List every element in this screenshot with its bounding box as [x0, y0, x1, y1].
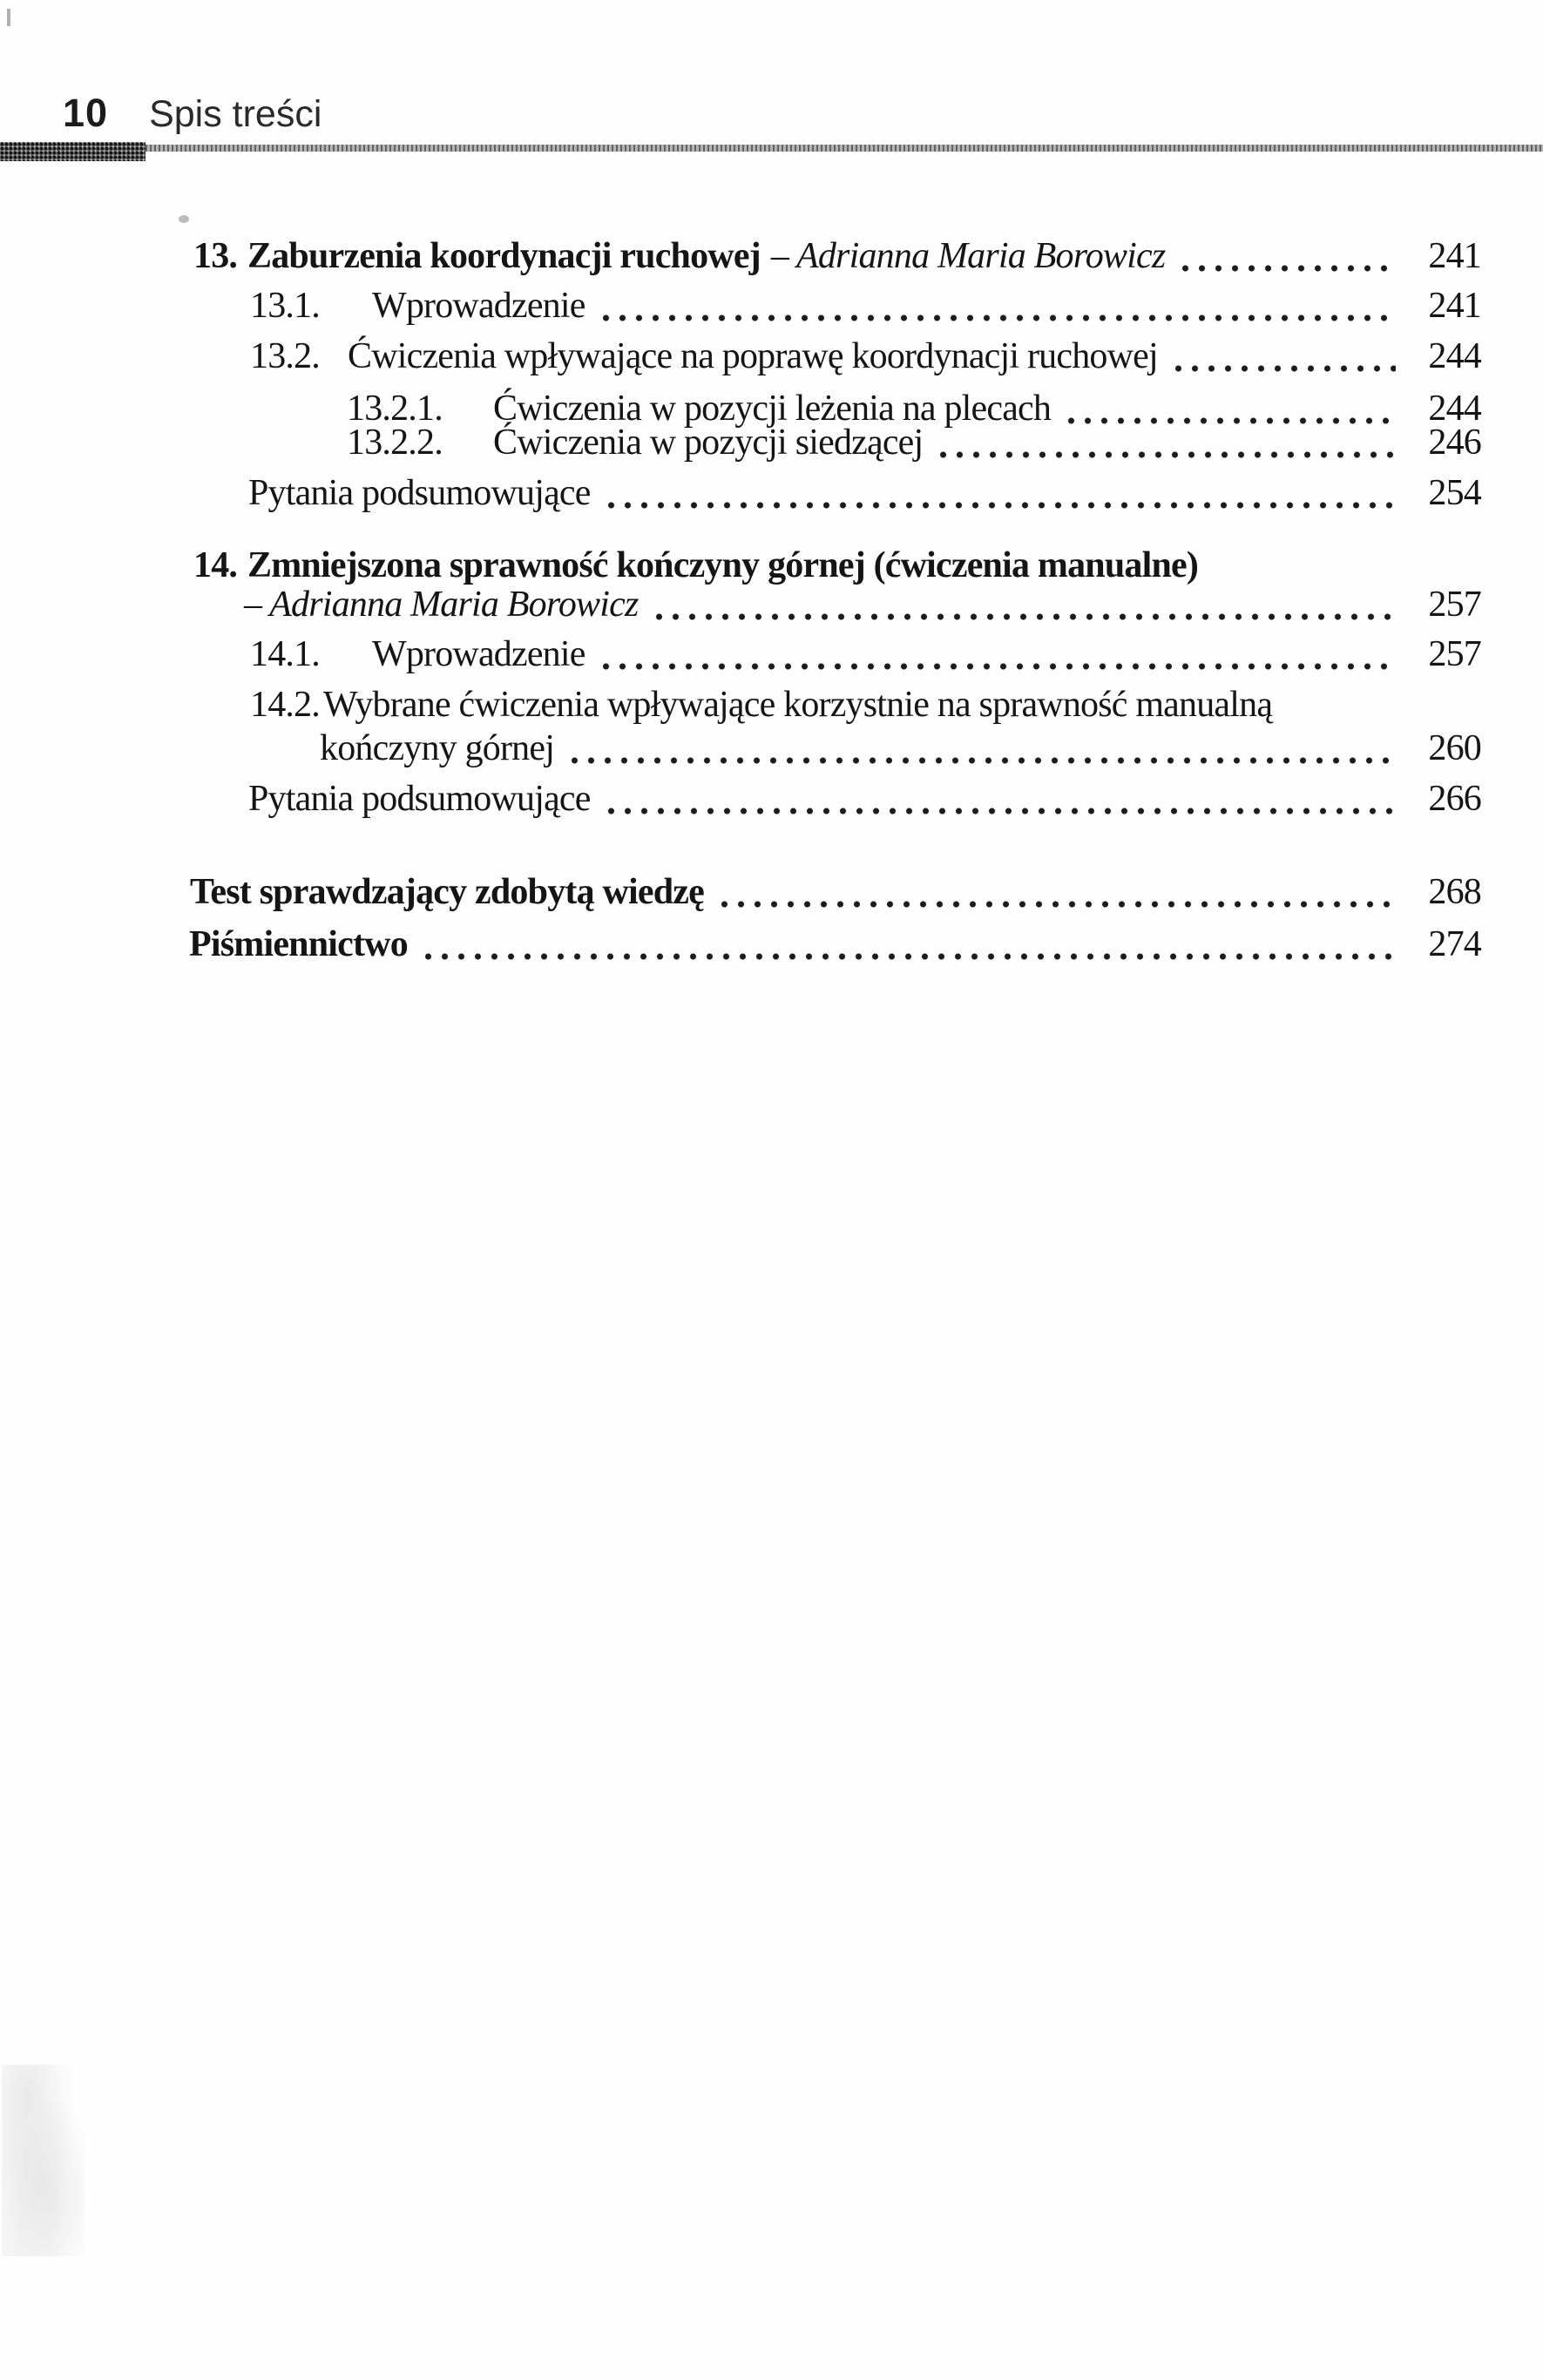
scan-artifact-speck — [179, 215, 189, 223]
entry-title: Zaburzenia koordynacji ruchowej — [247, 236, 761, 276]
entry-author: – Adrianna Maria Borowicz — [770, 236, 1166, 276]
entry-page: 244 — [1428, 389, 1481, 429]
entry-page: 246 — [1428, 423, 1481, 463]
entry-page: 254 — [1428, 473, 1481, 513]
header-title: Spis treści — [149, 93, 322, 135]
scan-artifact-smudge — [2, 2065, 85, 2256]
entry-number: 13.2. — [250, 336, 321, 376]
dot-leader — [566, 757, 1396, 764]
entry-number: 14.1. — [250, 634, 321, 674]
entry-label: Pytania podsumowujące — [248, 473, 591, 513]
entry-page: 244 — [1428, 336, 1481, 376]
dot-leader — [420, 953, 1396, 960]
toc-entry-test — [190, 868, 1481, 916]
entry-page: 274 — [1428, 924, 1481, 964]
dot-leader — [603, 808, 1396, 815]
dot-leader — [603, 502, 1396, 509]
entry-page: 241 — [1428, 236, 1481, 276]
entry-label: Wprowadzenie — [372, 286, 585, 326]
toc-entry-13-1 — [250, 281, 1481, 330]
toc-entry-14-2-line2 — [320, 724, 1481, 773]
entry-label: Wybrane ćwiczenia wpływające korzystnie na sprawność manualną — [323, 685, 1273, 725]
entry-number: 13. — [193, 236, 238, 276]
dot-leader — [1177, 265, 1396, 272]
entry-title: Test sprawdzający zdobytą wiedzę — [190, 872, 704, 912]
toc-entry-14-author — [244, 580, 1481, 629]
scan-artifact-top-tick — [7, 9, 10, 26]
entry-number: 13.1. — [250, 286, 321, 326]
entry-number: 13.2.1. — [347, 389, 443, 429]
toc-entry-14-2-line1 — [250, 680, 1481, 729]
toc-entry-13-2 — [250, 332, 1481, 381]
toc-entry-13 — [193, 232, 1481, 281]
header-rule-thin-segment — [146, 145, 1543, 152]
dot-leader — [651, 613, 1396, 620]
dot-leader — [598, 314, 1396, 321]
entry-label: Ćwiczenia w pozycji leżenia na plecach — [493, 389, 1052, 429]
entry-page: 266 — [1428, 779, 1481, 819]
entry-number: 14.2. — [250, 685, 321, 725]
entry-page: 241 — [1428, 286, 1481, 326]
toc-entry-pytania-14 — [248, 774, 1481, 823]
entry-page: 257 — [1428, 585, 1481, 625]
dot-leader — [716, 901, 1396, 908]
header-rule-thick-segment — [0, 142, 146, 161]
entry-page: 257 — [1428, 634, 1481, 674]
entry-page: 260 — [1428, 728, 1481, 768]
toc-entry-14-1 — [250, 630, 1481, 679]
toc-entry-pismiennictwo — [189, 920, 1481, 969]
entry-label: Wprowadzenie — [372, 634, 585, 674]
dot-leader — [598, 663, 1396, 670]
page-header — [63, 91, 321, 136]
entry-label: Ćwiczenia wpływające na poprawę koordynacji ruchowej — [348, 336, 1158, 376]
toc-entry-pytania-13 — [248, 469, 1481, 517]
dot-leader — [935, 451, 1396, 458]
page-number: 10 — [63, 91, 109, 135]
entry-label: Pytania podsumowujące — [248, 779, 591, 819]
entry-number: 13.2.2. — [347, 423, 443, 463]
entry-title: Piśmiennictwo — [189, 924, 408, 964]
entry-number: 14. — [193, 545, 238, 585]
entry-label: Ćwiczenia w pozycji siedzącej — [493, 423, 924, 463]
entry-author: – Adrianna Maria Borowicz — [244, 585, 639, 625]
entry-page: 268 — [1428, 872, 1481, 912]
entry-label: kończyny górnej — [320, 728, 555, 768]
entry-title: Zmniejszona sprawność kończyny górnej (ćwiczenia manualne) — [247, 545, 1199, 585]
toc-entry-13-2-2 — [347, 418, 1481, 467]
dot-leader — [1170, 365, 1396, 372]
